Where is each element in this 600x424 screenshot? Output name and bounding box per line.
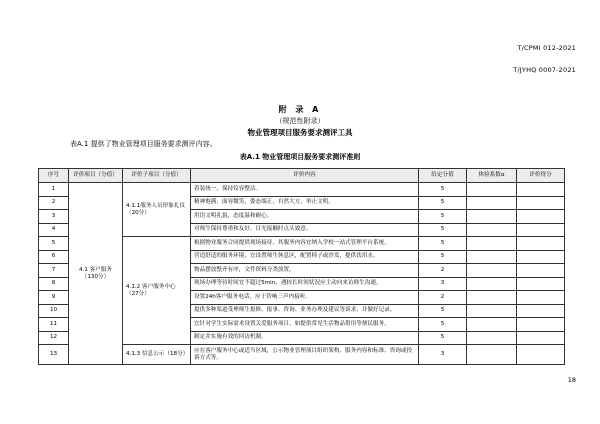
row-coefficient[interactable]: [467, 264, 517, 278]
subitem-service-center: 4.1.2 客户服务中心（27分）: [123, 237, 191, 345]
row-coefficient[interactable]: [467, 291, 517, 305]
row-content: 着装统一，保持仪容整洁。: [191, 183, 419, 197]
row-content: 精神饱满，面容微笑，姿态端正，自然大方，举止文明。: [191, 196, 419, 210]
row-score: 5: [419, 237, 467, 251]
group-customer-service: 4.1 客户服务（130分）: [69, 183, 123, 365]
row-final-score[interactable]: [517, 196, 565, 210]
row-no: 5: [39, 237, 69, 251]
row-content: 设置24h客户服务电话，应于铃响三声内接听。: [191, 291, 419, 305]
row-score: 2: [419, 291, 467, 305]
appendix-name: 物业管理项目服务要求测评工具: [247, 128, 353, 137]
page-number: 18: [567, 376, 576, 384]
table-caption: 表A.1 物业管理项目服务要求测评准则: [239, 153, 361, 161]
row-content: 应在客户服务中心或适当区域，公示物业管理项目组织架构、服务内容和标准、咨询或投诉方式等。: [191, 345, 419, 365]
row-score: 5: [419, 304, 467, 318]
row-no: 1: [39, 183, 69, 197]
subitem-staff-etiquette: 4.1.1服务人员形象礼仪（20分）: [123, 183, 191, 237]
row-final-score[interactable]: [517, 183, 565, 197]
row-coefficient[interactable]: [467, 277, 517, 291]
row-coefficient[interactable]: [467, 318, 517, 332]
row-score: 5: [419, 210, 467, 224]
row-final-score[interactable]: [517, 345, 565, 365]
row-coefficient[interactable]: [467, 196, 517, 210]
standard-number-cpmi: T/CPMI 012-2021: [517, 44, 576, 52]
table-row: [39, 183, 565, 197]
row-coefficient[interactable]: [467, 183, 517, 197]
row-score: 5: [419, 183, 467, 197]
appendix-title: 附 录 A: [278, 105, 322, 114]
row-coefficient[interactable]: [467, 345, 517, 365]
row-no: 8: [39, 277, 69, 291]
header-given-score: 给定分值: [419, 169, 467, 183]
row-coefficient[interactable]: [467, 237, 517, 251]
table-header-row: [39, 169, 565, 183]
evaluation-table: [38, 168, 565, 365]
row-final-score[interactable]: [517, 304, 565, 318]
row-no: 12: [39, 331, 69, 345]
row-final-score[interactable]: [517, 277, 565, 291]
row-coefficient[interactable]: [467, 210, 517, 224]
header-subitem: 评价子项目（分值）: [123, 169, 191, 183]
row-content: 用语文明礼貌，态度温和耐心。: [191, 210, 419, 224]
row-score: 3: [419, 345, 467, 365]
header-no: 序号: [39, 169, 69, 183]
header-item: 评价项目（分值）: [69, 169, 123, 183]
row-final-score[interactable]: [517, 291, 565, 305]
appendix-subtitle: （规范性附录）: [275, 117, 325, 125]
row-no: 11: [39, 318, 69, 332]
row-score: 3: [419, 277, 467, 291]
row-final-score[interactable]: [517, 264, 565, 278]
row-score: 5: [419, 250, 467, 264]
row-score: 5: [419, 223, 467, 237]
row-final-score[interactable]: [517, 223, 565, 237]
header-coefficient: 体验系数α: [467, 169, 517, 183]
row-score: 5: [419, 196, 467, 210]
row-no: 10: [39, 304, 69, 318]
row-final-score[interactable]: [517, 210, 565, 224]
row-no: 3: [39, 210, 69, 224]
row-final-score[interactable]: [517, 318, 565, 332]
row-no: 6: [39, 250, 69, 264]
row-content: 根据物业服务合同提供现场接待，其服务内容宜纳入学校一站式管理平台系统。: [191, 237, 419, 251]
row-content: 对师生保持尊重和友好，目光接触时点头致意。: [191, 223, 419, 237]
row-coefficient[interactable]: [467, 304, 517, 318]
row-coefficient[interactable]: [467, 331, 517, 345]
row-score: 5: [419, 318, 467, 332]
row-content: 提供多种渠道受理师生报修、报事、咨询、业务办理及建议等诉求，并做好记录。: [191, 304, 419, 318]
row-content: 营造舒适的服务环境，宜设置师生休息区，配置椅子或沙发，提供饮用水。: [191, 250, 419, 264]
row-no: 13: [39, 345, 69, 365]
row-content: 制定并实施有效的回访机制。: [191, 331, 419, 345]
header-final-score: 评价得分: [517, 169, 565, 183]
row-score: 2: [419, 264, 467, 278]
row-coefficient[interactable]: [467, 223, 517, 237]
row-no: 2: [39, 196, 69, 210]
row-coefficient[interactable]: [467, 250, 517, 264]
header-content: 评价内容: [191, 169, 419, 183]
row-final-score[interactable]: [517, 250, 565, 264]
row-content: 现场办理等待时间宜不超过5min，遇较长时间状况应主动向来访师生沟通。: [191, 277, 419, 291]
row-score: 5: [419, 331, 467, 345]
row-final-score[interactable]: [517, 331, 565, 345]
row-no: 7: [39, 264, 69, 278]
row-final-score[interactable]: [517, 237, 565, 251]
subitem-info-disclosure: 4.1.3 信息公示（18分）: [123, 345, 191, 365]
row-content: 宜针对学生实际需求设置关爱服务项目，如提供常见生活物品借用等便民服务。: [191, 318, 419, 332]
standard-number-jyhq: T/JYHQ 0007-2021: [513, 66, 576, 74]
intro-paragraph: 表A.1 提供了物业管理项目服务要求测评内容。: [70, 140, 217, 148]
row-no: 9: [39, 291, 69, 305]
row-no: 4: [39, 223, 69, 237]
row-content: 物品摆放整齐有序，文件资料分类放置。: [191, 264, 419, 278]
